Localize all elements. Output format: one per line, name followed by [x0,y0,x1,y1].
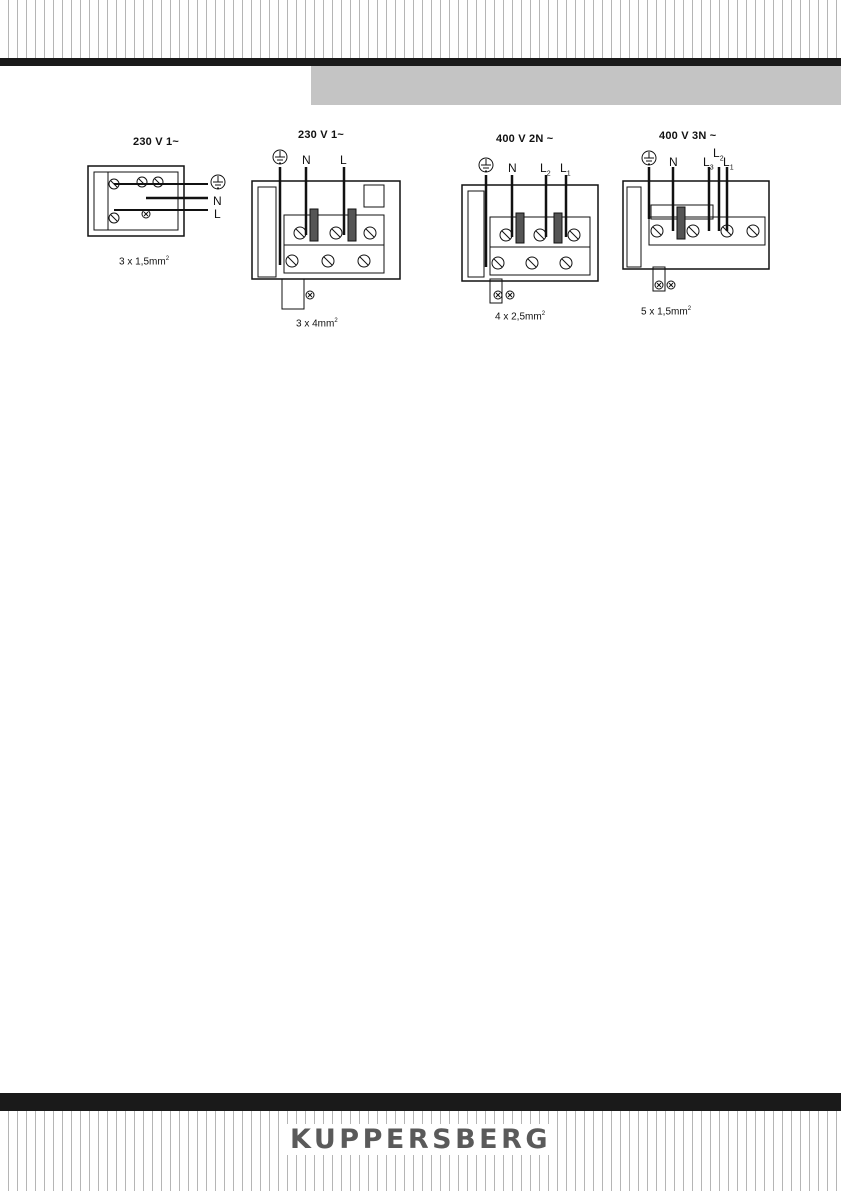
wiring-diagram-3 [450,149,610,324]
wire-label-l: L [340,153,347,167]
wire-label-l1: $L_1$ [560,161,571,178]
wire-label-l2: $L_2$ [540,161,551,178]
ground-icon [211,175,225,189]
top-black-bar [0,58,841,66]
top-stripe-pattern [0,0,841,58]
ground-icon [273,150,287,164]
wire-label-n: N [669,155,678,169]
wire-label-n: N [508,161,517,175]
voltage-label: 400 V 2N ~ [496,133,554,145]
wiring-diagram-4 [617,145,777,320]
ground-icon [479,158,493,172]
wire-label-l1: $L_1$ [723,155,734,172]
wiring-diagram-1 [80,152,230,272]
screw-terminal-icon [494,291,502,299]
brand-logo: KUPPERSBERG [0,1124,841,1155]
screw-terminal-icon [655,281,663,289]
cable-size-label: 3 x $1,5mm^2$ [119,256,170,268]
cable-size-label: 5 x $1,5mm^2$ [641,306,692,318]
ground-icon [642,151,656,165]
voltage-label: 400 V 3N ~ [659,130,717,142]
header-grey-box [311,66,841,105]
screw-terminal-icon [306,291,314,299]
screw-terminal-icon [506,291,514,299]
screw-terminal-icon [667,281,675,289]
bottom-black-bar [0,1093,841,1111]
voltage-label: 230 V 1~ [133,136,179,148]
wire-label-n: N [213,194,222,208]
cable-size-label: 3 x $4mm^2$ [296,318,338,330]
wire-label-n: N [302,153,311,167]
voltage-label: 230 V 1~ [298,129,344,141]
wire-label-l2: $L_2$ [713,146,724,163]
wiring-diagram-2 [240,145,410,320]
diagram-230v-1phase [240,125,410,335]
diagram-400v-2n [450,125,610,335]
diagram-230v-1phase-small [80,130,230,280]
wire-label-l3: $L_3$ [703,155,714,172]
cable-size-label: 4 x $2,5mm^2$ [495,311,546,323]
wire-label-l: L [214,207,221,221]
diagram-400v-3n [617,125,777,335]
